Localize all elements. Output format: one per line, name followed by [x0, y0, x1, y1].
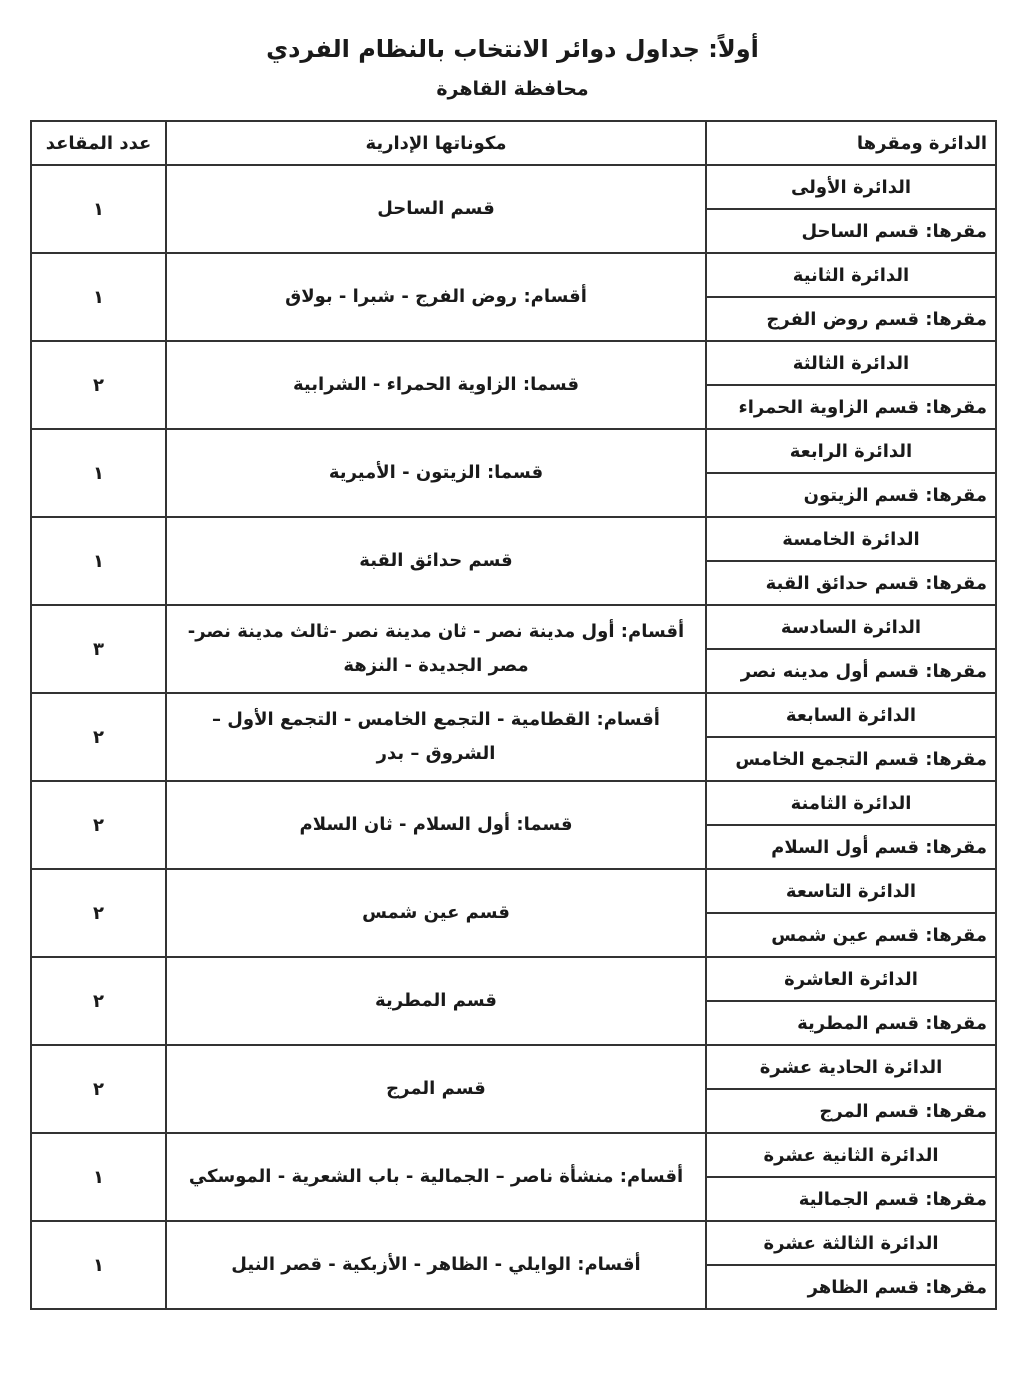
- circuit-name: الدائرة التاسعة: [706, 869, 996, 913]
- circuit-seats: ٣: [31, 605, 166, 693]
- circuit-components: قسم عين شمس: [166, 869, 706, 957]
- table-row: [31, 869, 996, 913]
- circuit-headquarters: مقرها: قسم حدائق القبة: [706, 561, 996, 605]
- circuit-headquarters: مقرها: قسم المطرية: [706, 1001, 996, 1045]
- table-row: [31, 429, 996, 473]
- circuit-name: الدائرة الثانية عشرة: [706, 1133, 996, 1177]
- circuit-name: الدائرة السابعة: [706, 693, 996, 737]
- circuit-headquarters: مقرها: قسم الزيتون: [706, 473, 996, 517]
- circuit-headquarters: مقرها: قسم روض الفرج: [706, 297, 996, 341]
- circuit-name: الدائرة الثالثة عشرة: [706, 1221, 996, 1265]
- circuit-name: الدائرة الرابعة: [706, 429, 996, 473]
- circuit-headquarters: مقرها: قسم أول مدينه نصر: [706, 649, 996, 693]
- circuit-seats: ٢: [31, 1045, 166, 1133]
- circuit-components: قسم المرج: [166, 1045, 706, 1133]
- table-row: [31, 1045, 996, 1089]
- circuit-name: الدائرة الثالثة: [706, 341, 996, 385]
- circuit-headquarters: مقرها: قسم أول السلام: [706, 825, 996, 869]
- table-row: [31, 165, 996, 209]
- circuit-components: أقسام: روض الفرج - شبرا - بولاق: [166, 253, 706, 341]
- table-row: [31, 957, 996, 1001]
- circuit-name: الدائرة الخامسة: [706, 517, 996, 561]
- table-row: [31, 693, 996, 737]
- circuit-components: قسم حدائق القبة: [166, 517, 706, 605]
- circuit-seats: ١: [31, 1133, 166, 1221]
- table-row: [31, 517, 996, 561]
- circuit-seats: ٢: [31, 781, 166, 869]
- circuits-table: [30, 120, 997, 1310]
- circuit-components: قسما: الزاوية الحمراء - الشرابية: [166, 341, 706, 429]
- header-components: مكوناتها الإدارية: [166, 121, 706, 165]
- document-subtitle: محافظة القاهرة: [436, 78, 589, 100]
- circuit-headquarters: مقرها: قسم المرج: [706, 1089, 996, 1133]
- table-row: [31, 605, 996, 649]
- circuit-name: الدائرة العاشرة: [706, 957, 996, 1001]
- document-title: أولاً: جداول دوائر الانتخاب بالنظام الفردي: [266, 35, 759, 63]
- circuit-headquarters: مقرها: قسم الساحل: [706, 209, 996, 253]
- circuit-name: الدائرة الحادية عشرة: [706, 1045, 996, 1089]
- circuit-seats: ١: [31, 165, 166, 253]
- circuit-headquarters: مقرها: قسم الظاهر: [706, 1265, 996, 1309]
- table-body: [31, 165, 996, 1309]
- circuit-name: الدائرة السادسة: [706, 605, 996, 649]
- table-header-row: [31, 121, 996, 165]
- circuit-headquarters: مقرها: قسم التجمع الخامس: [706, 737, 996, 781]
- table-row: [31, 1133, 996, 1177]
- table-row: [31, 341, 996, 385]
- table-row: [31, 253, 996, 297]
- table-row: [31, 781, 996, 825]
- circuit-seats: ١: [31, 429, 166, 517]
- circuit-headquarters: مقرها: قسم عين شمس: [706, 913, 996, 957]
- circuit-seats: ١: [31, 517, 166, 605]
- circuit-components: أقسام: أول مدينة نصر - ثان مدينة نصر -ثالث مدينة نصر- مصر الجديدة - النزهة: [166, 605, 706, 693]
- circuit-headquarters: مقرها: قسم الزاوية الحمراء: [706, 385, 996, 429]
- circuit-components: أقسام: الوايلي - الظاهر - الأزبكية - قصر النيل: [166, 1221, 706, 1309]
- circuit-name: الدائرة الثامنة: [706, 781, 996, 825]
- circuit-seats: ١: [31, 253, 166, 341]
- circuit-components: قسما: الزيتون - الأميرية: [166, 429, 706, 517]
- circuit-components: أقسام: منشأة ناصر – الجمالية - باب الشعرية - الموسكي: [166, 1133, 706, 1221]
- header-seats: عدد المقاعد: [31, 121, 166, 165]
- circuit-headquarters: مقرها: قسم الجمالية: [706, 1177, 996, 1221]
- circuit-seats: ٢: [31, 693, 166, 781]
- circuit-seats: ٢: [31, 341, 166, 429]
- circuit-seats: ١: [31, 1221, 166, 1309]
- circuit-components: قسم المطرية: [166, 957, 706, 1045]
- circuit-components: أقسام: القطامية - التجمع الخامس - التجمع الأول – الشروق – بدر: [166, 693, 706, 781]
- circuit-name: الدائرة الثانية: [706, 253, 996, 297]
- circuit-seats: ٢: [31, 957, 166, 1045]
- circuit-components: قسم الساحل: [166, 165, 706, 253]
- circuit-seats: ٢: [31, 869, 166, 957]
- circuit-name: الدائرة الأولى: [706, 165, 996, 209]
- header-circuit: الدائرة ومقرها: [706, 121, 996, 165]
- table-row: [31, 1221, 996, 1265]
- circuit-components: قسما: أول السلام - ثان السلام: [166, 781, 706, 869]
